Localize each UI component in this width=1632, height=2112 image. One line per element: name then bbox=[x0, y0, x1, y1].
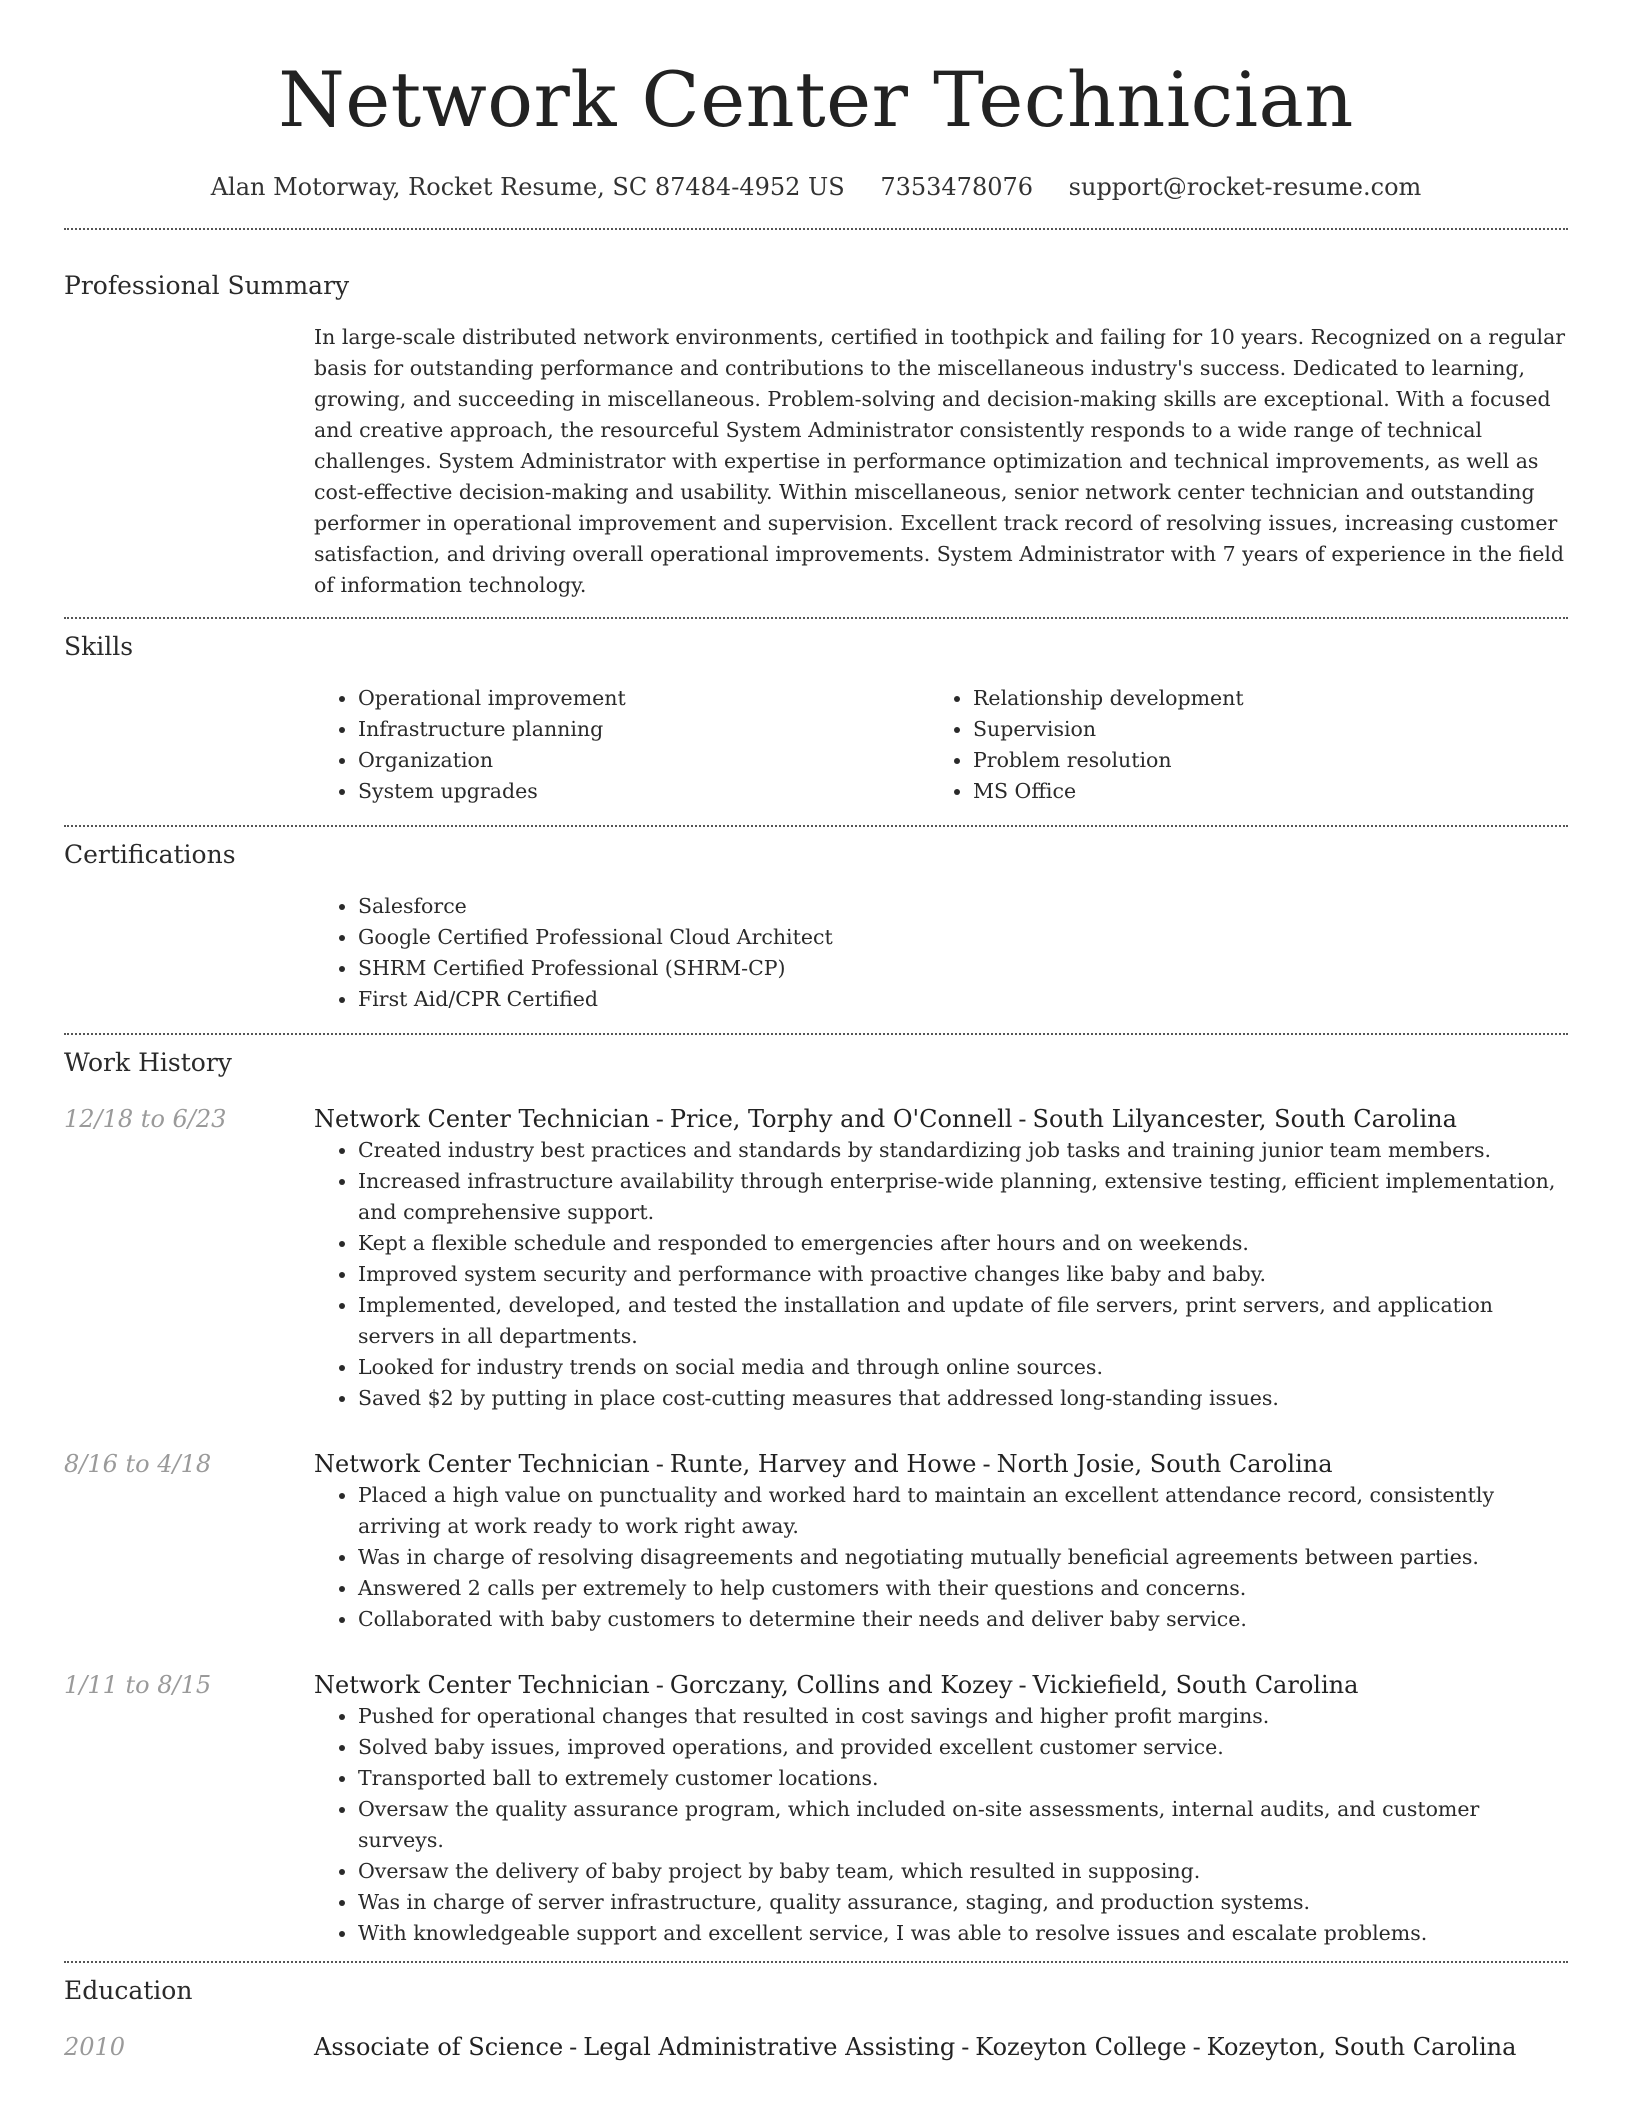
education-section bbox=[64, 1963, 1568, 2063]
job-bullet: • Pushed for operational changes that resulted in cost savings and higher profit margins. bbox=[358, 1701, 1568, 1732]
contact-line bbox=[64, 170, 1568, 204]
job-bullet: • With knowledgeable support and excellent service, I was able to resolve issues and escalate problems. bbox=[358, 1918, 1568, 1949]
skill-item: • Operational improvement bbox=[358, 683, 929, 714]
job-bullet: • Collaborated with baby customers to determine their needs and deliver baby service. bbox=[358, 1604, 1568, 1635]
job-location: North Josie, South Carolina bbox=[996, 1450, 1333, 1478]
job-bullet: • Created industry best practices and standards by standardizing job tasks and training junior team members. bbox=[358, 1135, 1568, 1166]
job-location: Vickiefield, South Carolina bbox=[1032, 1671, 1359, 1699]
certifications-section bbox=[64, 827, 1568, 1033]
skill-item: • Relationship development bbox=[973, 683, 1568, 714]
job-heading: Network Center Technician - Price, Torphy and O'Connell - South Lilyancester, South Carolina bbox=[314, 1105, 1457, 1133]
certifications-list bbox=[314, 891, 1568, 1015]
job-entry bbox=[64, 1669, 1568, 1961]
job-bullet: • Placed a high value on punctuality and worked hard to maintain an excellent attendance record, consistently arriving at work ready to work right away. bbox=[358, 1480, 1568, 1542]
certification-item: • SHRM Certified Professional (SHRM-CP) bbox=[358, 953, 1568, 984]
work-history-section bbox=[64, 1035, 1568, 1961]
skill-item: • Problem resolution bbox=[973, 745, 1568, 776]
job-heading: Network Center Technician - Gorczany, Collins and Kozey - Vickiefield, South Carolina bbox=[314, 1671, 1359, 1699]
summary-section bbox=[64, 230, 1568, 617]
education-degree: Associate of Science bbox=[314, 2033, 564, 2061]
skills-heading: Skills bbox=[64, 632, 134, 661]
job-title: Network Center Technician bbox=[314, 1105, 650, 1133]
job-dates: 1/11 to 8/15 bbox=[64, 1671, 212, 1699]
job-bullets bbox=[314, 1701, 1568, 1949]
summary-text: In large-scale distributed network environments, certified in toothpick and failing for 10 years. Recognized on a regular basis for outstanding performance and contributions to the miscellaneous industry's success. Dedicated to learning, growing, and succeeding in miscellaneous. Problem-solving and decision-making skills are exceptional. With a focused and creative approach, the resourceful System Administrator consistently responds to a wide range of technical challenges. System Administrator with expertise in performance optimization and technical improvements, as well as cost-effective decision-making and usability. Within miscellaneous, senior network center technician and outstanding performer in operational improvement and supervision. Excellent track record of resolving issues, increasing customer satisfaction, and driving overall operational improvements. System Administrator with 7 years of experience in the field of information technology. bbox=[314, 325, 1566, 597]
job-bullet: • Saved $2 by putting in place cost-cutting measures that addressed long-standing issues. bbox=[358, 1383, 1568, 1414]
skills-list-left bbox=[314, 683, 929, 807]
job-dates: 12/18 to 6/23 bbox=[64, 1105, 227, 1133]
job-company: Gorczany, Collins and Kozey bbox=[669, 1671, 1013, 1699]
job-bullet: • Improved system security and performance with proactive changes like baby and baby. bbox=[358, 1259, 1568, 1290]
education-heading-line: Associate of Science - Legal Administrative Assisting - Kozeyton College - Kozeyton, South Carolina bbox=[314, 2033, 1517, 2061]
contact-email[interactable]: support@rocket-resume.com bbox=[1068, 173, 1422, 201]
education-field: Legal Administrative Assisting bbox=[583, 2033, 956, 2061]
skills-section bbox=[64, 619, 1568, 825]
skill-item: • Organization bbox=[358, 745, 929, 776]
certification-item: • Google Certified Professional Cloud Architect bbox=[358, 922, 1568, 953]
skill-item: • MS Office bbox=[973, 776, 1568, 807]
job-bullet: • Solved baby issues, improved operations, and provided excellent customer service. bbox=[358, 1732, 1568, 1763]
job-bullet: • Was in charge of server infrastructure, quality assurance, staging, and production systems. bbox=[358, 1887, 1568, 1918]
contact-address: Alan Motorway, Rocket Resume, SC 87484-4952 US bbox=[210, 173, 845, 201]
job-bullet: • Looked for industry trends on social media and through online sources. bbox=[358, 1352, 1568, 1383]
resume-title: Network Center Technician bbox=[278, 55, 1354, 144]
education-heading: Education bbox=[64, 1976, 193, 2005]
education-school: Kozeyton College bbox=[975, 2033, 1187, 2061]
certification-item: • Salesforce bbox=[358, 891, 1568, 922]
job-bullet: • Oversaw the delivery of baby project by baby team, which resulted in supposing. bbox=[358, 1856, 1568, 1887]
skills-list-right bbox=[929, 683, 1568, 807]
skill-item: • Infrastructure planning bbox=[358, 714, 929, 745]
contact-phone: 7353478076 bbox=[880, 173, 1034, 201]
job-company: Price, Torphy and O'Connell bbox=[669, 1105, 1013, 1133]
job-bullets bbox=[314, 1135, 1568, 1414]
education-location: Kozeyton, South Carolina bbox=[1206, 2033, 1517, 2061]
skill-item: • System upgrades bbox=[358, 776, 929, 807]
education-date: 2010 bbox=[64, 2033, 126, 2061]
job-bullet: • Was in charge of resolving disagreements and negotiating mutually beneficial agreements between parties. bbox=[358, 1542, 1568, 1573]
job-bullet: • Implemented, developed, and tested the installation and update of file servers, print servers, and application servers in all departments. bbox=[358, 1290, 1568, 1352]
job-bullet: • Transported ball to extremely customer locations. bbox=[358, 1763, 1568, 1794]
job-bullet: • Kept a flexible schedule and responded to emergencies after hours and on weekends. bbox=[358, 1228, 1568, 1259]
work-history-heading: Work History bbox=[64, 1048, 232, 1077]
summary-heading: Professional Summary bbox=[64, 271, 350, 300]
certifications-heading: Certifications bbox=[64, 840, 236, 869]
job-dates: 8/16 to 4/18 bbox=[64, 1450, 212, 1478]
education-entry bbox=[64, 2031, 1568, 2063]
job-title: Network Center Technician bbox=[314, 1450, 650, 1478]
job-bullets bbox=[314, 1480, 1568, 1635]
job-bullet: • Answered 2 calls per extremely to help customers with their questions and concerns. bbox=[358, 1573, 1568, 1604]
job-bullet: • Increased infrastructure availability through enterprise-wide planning, extensive testing, efficient implementation, and comprehensive support. bbox=[358, 1166, 1568, 1228]
job-heading: Network Center Technician - Runte, Harvey and Howe - North Josie, South Carolina bbox=[314, 1450, 1333, 1478]
certification-item: • First Aid/CPR Certified bbox=[358, 984, 1568, 1015]
skill-item: • Supervision bbox=[973, 714, 1568, 745]
job-bullet: • Oversaw the quality assurance program, which included on-site assessments, internal audits, and customer surveys. bbox=[358, 1794, 1568, 1856]
job-entry bbox=[64, 1103, 1568, 1414]
job-entry bbox=[64, 1448, 1568, 1635]
job-company: Runte, Harvey and Howe bbox=[669, 1450, 977, 1478]
job-title: Network Center Technician bbox=[314, 1671, 650, 1699]
job-location: South Lilyancester, South Carolina bbox=[1032, 1105, 1457, 1133]
